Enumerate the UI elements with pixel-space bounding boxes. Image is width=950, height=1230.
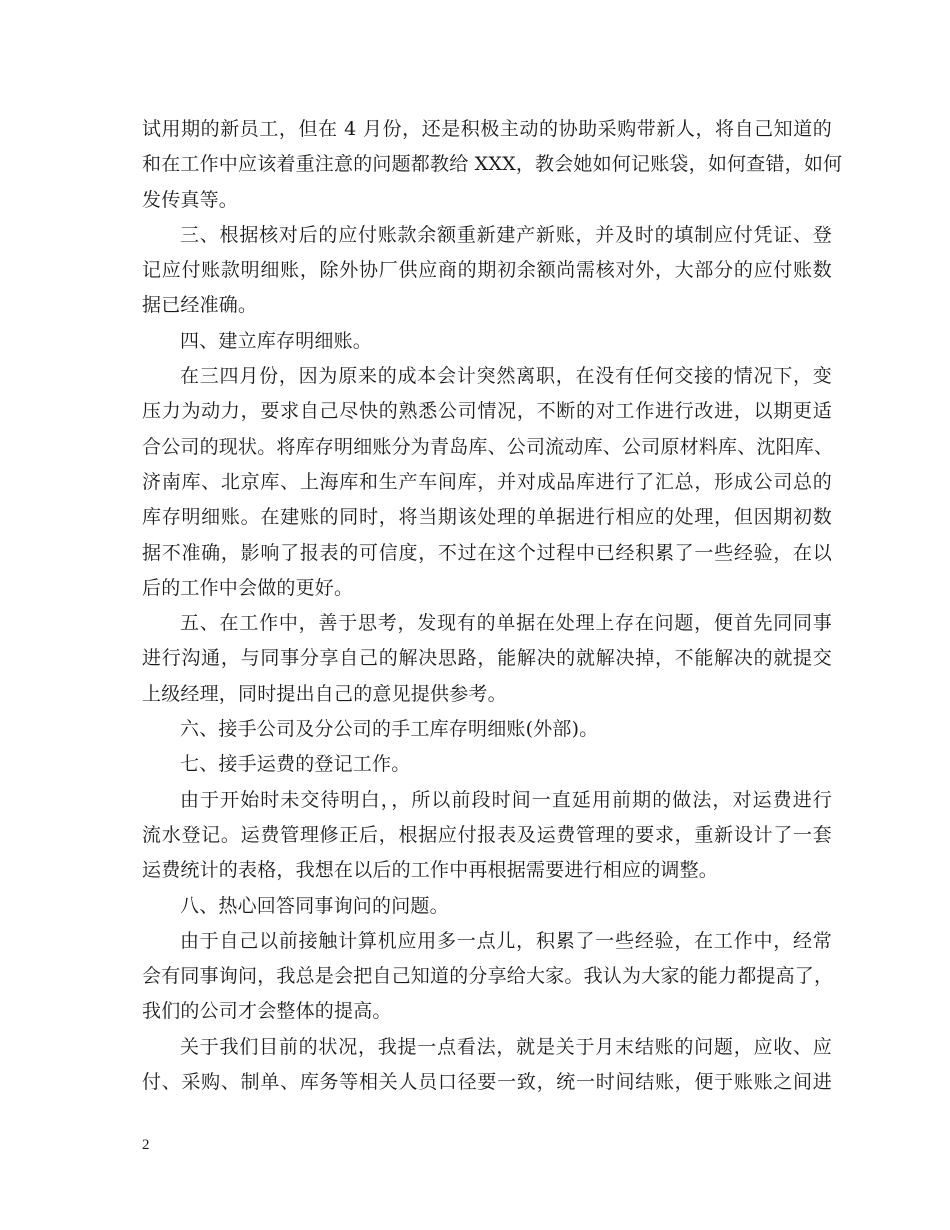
body-text: [142, 112, 843, 1100]
text-line: 发传真等。: [142, 188, 239, 211]
page-number: 2: [142, 1137, 150, 1153]
text-line: 据已经准确。: [142, 294, 258, 317]
text-line: 据不准确，影响了报表的可信度，不过在这个过程中已经积累了一些经验，在以: [142, 541, 832, 564]
text-line: 四、建立库存明细账。: [180, 329, 373, 352]
text-line: 流水登记。运费管理修正后，根据应付报表及运费管理的要求，重新设计了一套: [142, 823, 832, 846]
text-line: 记应付账款明细账，除外协厂供应商的期初余额尚需核对外，大部分的应付账数: [142, 259, 832, 282]
text-line: 试用期的新员工，但在 4 月份，还是积极主动的协助采购带新人，将自己知道的: [142, 118, 832, 140]
text-line: 会有同事询问，我总是会把自己知道的分享给大家。我认为大家的能力都提高了，: [142, 965, 834, 988]
text-line: 七、接手运费的登记工作。: [180, 753, 411, 776]
text-line: 五、在工作中，善于思考，发现有的单据在处理上存在问题，便首先同同事: [180, 612, 832, 635]
text-line: 关于我们目前的状况，我提一点看法，就是关于月末结账的问题，应收、应: [180, 1035, 832, 1058]
text-line: 八、热心回答同事询问的问题。: [180, 894, 449, 917]
text-line: 六、接手公司及分公司的手工库存明细账(外部)。: [180, 718, 599, 741]
text-line: 在三四月份，因为原来的成本会计突然离职，在没有任何交接的情况下，变: [180, 365, 832, 388]
text-line: 库存明细账。在建账的同时，将当期该处理的单据进行相应的处理，但因期初数: [142, 506, 832, 529]
text-line: 和在工作中应该着重注意的问题都教给 XXX，教会她如何记账袋，如何查错，如何: [142, 153, 843, 176]
text-line: 我们的公司才会整体的提高。: [142, 1000, 392, 1023]
text-line: 合公司的现状。将库存明细账分为青岛库、公司流动库、公司原材料库、沈阳库、: [142, 435, 834, 458]
text-line: 三、根据核对后的应付账款余额重新建产新账，并及时的填制应付凭证、登: [180, 223, 832, 246]
text-line: 后的工作中会做的更好。: [142, 576, 354, 599]
text-line: 由于自己以前接触计算机应用多一点儿，积累了一些经验，在工作中，经常: [180, 929, 832, 952]
text-line: 上级经理，同时提出自己的意见提供参考。: [142, 682, 507, 705]
text-line: 济南库、北京库、上海库和生产车间库，并对成品库进行了汇总，形成公司总的: [142, 470, 832, 493]
text-line: 付、采购、制单、库务等相关人员口径要一致，统一时间结账，便于账账之间进: [142, 1071, 832, 1094]
text-line: 进行沟通，与同事分享自己的解决思路，能解决的就解决掉，不能解决的就提交: [142, 647, 832, 670]
text-line: 由于开始时未交待明白，，所以前段时间一直延用前期的做法，对运费进行: [180, 788, 832, 811]
text-line: 压力为动力，要求自己尽快的熟悉公司情况，不断的对工作进行改进，以期更适: [142, 400, 832, 423]
text-line: 运费统计的表格，我想在以后的工作中再根据需要进行相应的调整。: [142, 859, 719, 882]
